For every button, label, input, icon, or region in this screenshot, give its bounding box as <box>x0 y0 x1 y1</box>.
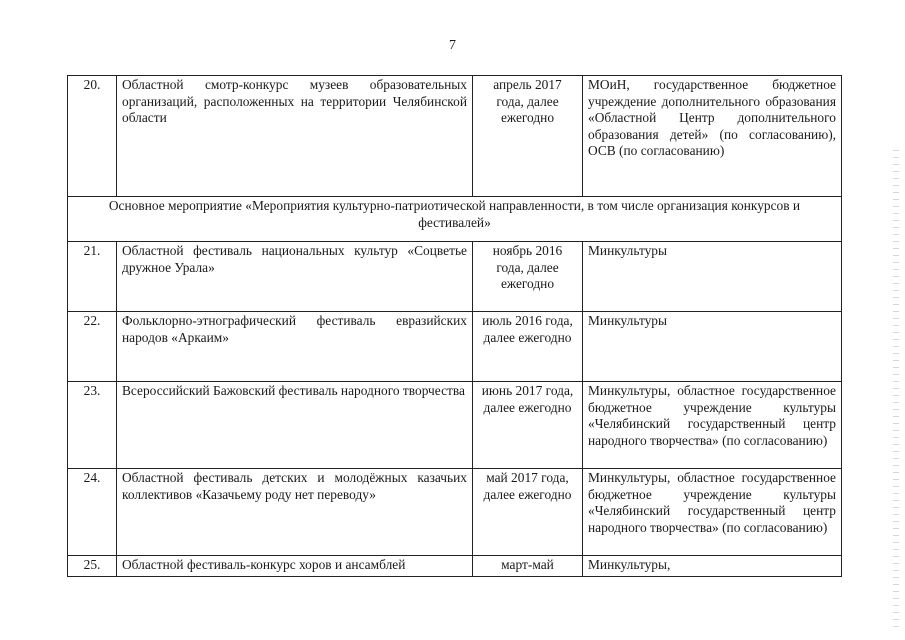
event-title: Областной фестиваль национальных культур «Соцветье дружное Урала» <box>117 242 473 312</box>
event-responsible: Минкультуры <box>583 242 842 312</box>
row-number: 20. <box>68 76 117 197</box>
row-number: 23. <box>68 382 117 469</box>
event-responsible: Минкультуры <box>583 312 842 382</box>
event-responsible: Минкультуры, областное государственное бюджетное учреждение культуры «Челябинский государственный центр народного творчества» (по согласованию) <box>583 469 842 556</box>
event-title: Областной фестиваль детских и молодёжных казачьих коллективов «Казачьему роду нет переводу» <box>117 469 473 556</box>
event-date: май 2017 года, далее ежегодно <box>473 469 583 556</box>
event-date: июль 2016 года, далее ежегодно <box>473 312 583 382</box>
event-responsible: МОиН, государственное бюджетное учреждение дополнительного образования «Областной Центр дополнительного образования детей» (по согласованию), ОСВ (по согласованию) <box>583 76 842 197</box>
event-date: июнь 2017 года, далее ежегодно <box>473 382 583 469</box>
event-title: Фольклорно-этнографический фестиваль евразийских народов «Аркаим» <box>117 312 473 382</box>
event-responsible: Минкультуры, <box>583 556 842 577</box>
event-title: Областной фестиваль-конкурс хоров и ансамблей <box>117 556 473 577</box>
table-row <box>68 469 842 556</box>
table-row <box>68 242 842 312</box>
event-date: ноябрь 2016 года, далее ежегодно <box>473 242 583 312</box>
row-number: 21. <box>68 242 117 312</box>
event-responsible: Минкультуры, областное государственное бюджетное учреждение культуры «Челябинский государственный центр народного творчества» (по согласованию) <box>583 382 842 469</box>
page-number: 7 <box>449 38 456 53</box>
events-table <box>67 75 842 577</box>
event-date: апрель 2017 года, далее ежегодно <box>473 76 583 197</box>
event-title: Всероссийский Бажовский фестиваль народного творчества <box>117 382 473 469</box>
section-row <box>68 197 842 242</box>
event-title: Областной смотр-конкурс музеев образовательных организаций, расположенных на территории Челябинской области <box>117 76 473 197</box>
row-number: 24. <box>68 469 117 556</box>
table-row <box>68 76 842 197</box>
event-date: март-май <box>473 556 583 577</box>
table-row <box>68 556 842 577</box>
row-number: 25. <box>68 556 117 577</box>
table-row <box>68 382 842 469</box>
table-row <box>68 312 842 382</box>
row-number: 22. <box>68 312 117 382</box>
section-heading: Основное мероприятие «Мероприятия культурно-патриотической направленности, в том числе организация конкурсов и фестивалей» <box>68 197 842 242</box>
scan-edge-marks <box>893 150 899 630</box>
